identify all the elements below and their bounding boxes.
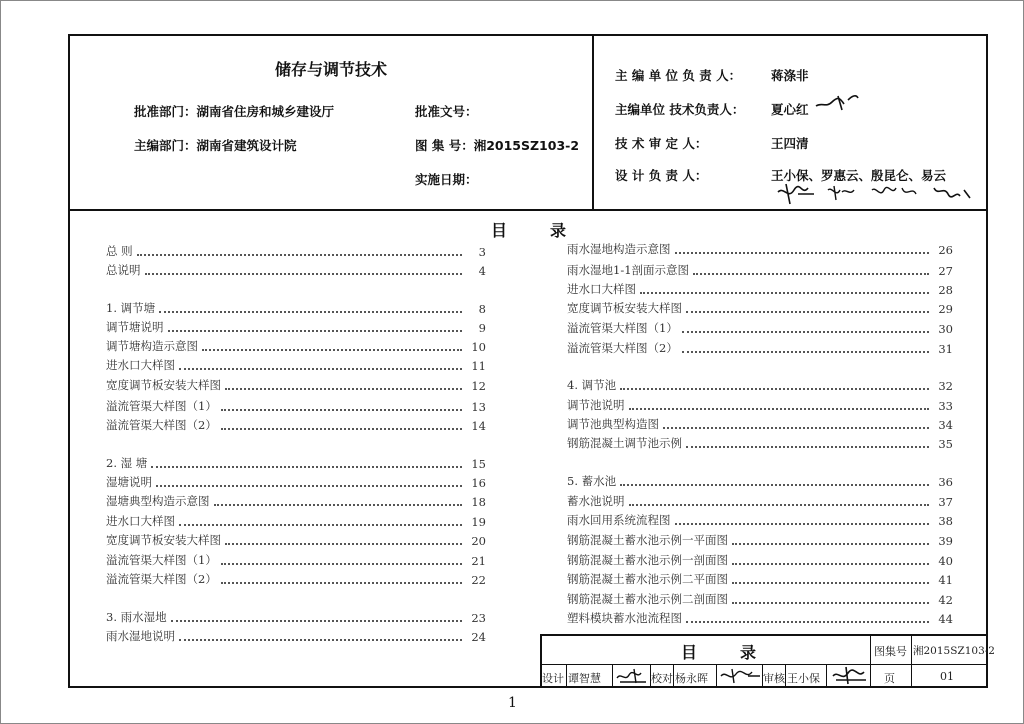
toc-entry <box>567 571 953 587</box>
toc-leader-dots <box>620 484 929 486</box>
approval-dept: 批准部门：湖南省住房和城乡建设厅 <box>134 104 335 119</box>
toc-entry <box>106 455 486 471</box>
tb-page-value: 01 <box>940 670 954 683</box>
toc-entry <box>567 281 953 297</box>
toc-entry-page: 31 <box>938 342 953 356</box>
toc-entry-page: 15 <box>471 457 486 471</box>
header-bottom-line <box>68 209 988 211</box>
toc-entry-label: 蓄水池说明 <box>567 494 625 508</box>
toc-leader-dots <box>179 368 462 370</box>
toc-entry-label: 1. 调节塘 <box>106 301 156 315</box>
toc-entry <box>106 493 486 509</box>
toc-entry <box>567 300 953 316</box>
toc-entry <box>567 610 953 626</box>
toc-entry-label: 进水口大样图 <box>106 514 175 528</box>
toc-entry-page: 10 <box>471 340 486 354</box>
toc-entry-page: 39 <box>938 534 953 548</box>
toc-entry-page: 21 <box>471 554 486 568</box>
toc-leader-dots <box>732 563 929 565</box>
toc-entry-label: 5. 蓄水池 <box>567 474 617 488</box>
tb-atlas-value: 湘2015SZ103-2 <box>913 645 995 657</box>
toc-entry-page: 42 <box>938 593 953 607</box>
tb-name-left: 目 <box>681 643 698 662</box>
toc-entry <box>106 377 486 393</box>
title-block-vline <box>911 634 912 664</box>
toc-entry-page: 44 <box>938 612 953 626</box>
toc-entry-page: 16 <box>471 476 486 490</box>
toc-entry-label: 雨水湿地说明 <box>106 629 175 643</box>
document-title: 储存与调节技术 <box>275 60 388 79</box>
toc-leader-dots <box>137 254 462 256</box>
resp-tech-name: 夏心红 <box>771 102 809 117</box>
toc-entry-label: 湿塘典型构造示意图 <box>106 494 210 508</box>
review-name: 王四清 <box>771 136 809 151</box>
toc-entry-label: 调节池典型构造图 <box>567 417 659 431</box>
toc-leader-dots <box>693 273 929 275</box>
toc-entry-label: 3. 雨水湿地 <box>106 610 167 624</box>
toc-entry <box>106 398 486 414</box>
toc-entry-page: 33 <box>938 399 953 413</box>
toc-entry <box>567 493 953 509</box>
toc-entry-page: 12 <box>471 379 486 393</box>
toc-entry-page: 30 <box>938 322 953 336</box>
toc-entry-page: 35 <box>938 437 953 451</box>
toc-entry-label: 溢流管渠大样图（1） <box>106 399 217 413</box>
toc-entry-page: 28 <box>938 283 953 297</box>
toc-entry-page: 9 <box>478 321 486 335</box>
header-divider <box>592 34 594 210</box>
resp-tech-label: 主编单位 技术负责人： <box>615 102 745 117</box>
toc-leader-dots <box>179 524 462 526</box>
toc-leader-dots <box>151 466 462 468</box>
tb-check-name: 杨永晖 <box>675 672 708 685</box>
toc-leader-dots <box>168 330 463 332</box>
atlas-number: 图 集 号：湘2015SZ103-2 <box>415 138 580 153</box>
toc-entry-page: 29 <box>938 302 953 316</box>
tb-audit-name: 王小保 <box>787 672 820 685</box>
toc-entry <box>567 532 953 548</box>
toc-entry-page: 11 <box>471 359 486 373</box>
toc-entry-page: 14 <box>471 419 486 433</box>
toc-entry <box>567 241 953 257</box>
toc-entry <box>567 416 953 432</box>
toc-leader-dots <box>682 331 929 333</box>
toc-entry-label: 钢筋混凝土调节池示例 <box>567 436 682 450</box>
toc-leader-dots <box>221 409 462 411</box>
toc-entry-page: 27 <box>938 264 953 278</box>
title-block-vline <box>612 664 613 688</box>
signature-designers-icon <box>774 182 984 206</box>
toc-entry-label: 4. 调节池 <box>567 378 617 392</box>
toc-leader-dots <box>686 446 929 448</box>
toc-entry-label: 钢筋混凝土蓄水池示例二剖面图 <box>567 592 728 606</box>
page-number: 1 <box>508 695 517 711</box>
toc-entry <box>106 357 486 373</box>
toc-entry-page: 37 <box>938 495 953 509</box>
toc-entry <box>106 319 486 335</box>
tb-design-name: 谭智慧 <box>568 672 601 685</box>
toc-leader-dots <box>156 485 462 487</box>
toc-entry-label: 溢流管渠大样图（2） <box>567 341 678 355</box>
title-block-vline <box>566 664 567 688</box>
toc-entry <box>567 591 953 607</box>
toc-leader-dots <box>675 523 930 525</box>
toc-entry-page: 34 <box>938 418 953 432</box>
toc-entry-page: 36 <box>938 475 953 489</box>
toc-entry <box>106 300 486 316</box>
toc-entry-label: 进水口大样图 <box>106 358 175 372</box>
toc-entry-label: 溢流管渠大样图（2） <box>106 418 217 432</box>
toc-entry-label: 雨水湿地构造示意图 <box>567 242 671 256</box>
tb-check-label: 校对 <box>651 672 673 685</box>
review-label: 技 术 审 定 人： <box>615 136 708 151</box>
toc-entry-page: 40 <box>938 554 953 568</box>
toc-entry <box>106 338 486 354</box>
tb-audit-label: 审核 <box>763 672 785 685</box>
title-block-vline <box>673 664 674 688</box>
toc-leader-dots <box>640 292 929 294</box>
toc-entry-page: 3 <box>478 245 486 259</box>
toc-entry-label: 溢流管渠大样图（1） <box>567 321 678 335</box>
title-block-vline <box>716 664 717 688</box>
toc-entry-label: 调节池说明 <box>567 398 625 412</box>
toc-entry-page: 23 <box>471 611 486 625</box>
toc-entry-label: 调节塘说明 <box>106 320 164 334</box>
title-block-vline <box>911 664 912 688</box>
design-label: 设 计 负 责 人： <box>615 168 708 183</box>
toc-entry-label: 进水口大样图 <box>567 282 636 296</box>
design-names: 王小保、罗惠云、殷昆仑、易云 <box>771 168 947 183</box>
toc-leader-dots <box>682 351 929 353</box>
tb-page-label: 页 <box>884 672 895 685</box>
toc-entry-page: 20 <box>471 534 486 548</box>
toc-leader-dots <box>221 582 462 584</box>
toc-heading-left: 目 <box>491 221 508 240</box>
implementation-date: 实施日期： <box>415 172 478 187</box>
toc-entry-page: 8 <box>478 302 486 316</box>
toc-leader-dots <box>732 543 929 545</box>
toc-entry-label: 宽度调节板安装大样图 <box>567 301 682 315</box>
signature-design-icon <box>614 666 650 686</box>
toc-entry <box>106 417 486 433</box>
toc-leader-dots <box>225 543 462 545</box>
editing-dept: 主编部门：湖南省建筑设计院 <box>134 138 297 153</box>
toc-entry-page: 13 <box>471 400 486 414</box>
tb-name-right: 录 <box>740 643 757 662</box>
title-block-vline <box>785 664 786 688</box>
resp-unit-label: 主 编 单 位 负 责 人： <box>615 68 742 83</box>
toc-entry <box>106 628 486 644</box>
toc-entry-label: 2. 湿 塘 <box>106 456 148 470</box>
toc-entry-page: 32 <box>938 379 953 393</box>
toc-entry-label: 总说明 <box>106 263 141 277</box>
signature-audit-icon <box>830 664 872 686</box>
toc-leader-dots <box>620 388 929 390</box>
toc-entry-label: 湿塘说明 <box>106 475 152 489</box>
toc-leader-dots <box>179 639 462 641</box>
toc-entry-label: 调节塘构造示意图 <box>106 339 198 353</box>
toc-leader-dots <box>145 273 463 275</box>
resp-unit-name: 蒋涤非 <box>771 68 809 83</box>
toc-heading-right: 录 <box>550 221 567 240</box>
toc-entry <box>567 262 953 278</box>
toc-entry-label: 钢筋混凝土蓄水池示例二平面图 <box>567 572 728 586</box>
toc-entry <box>567 377 953 393</box>
toc-leader-dots <box>663 427 929 429</box>
toc-leader-dots <box>732 582 929 584</box>
toc-entry <box>106 609 486 625</box>
toc-entry-label: 钢筋混凝土蓄水池示例一平面图 <box>567 533 728 547</box>
toc-entry <box>106 513 486 529</box>
toc-entry-page: 26 <box>938 243 953 257</box>
toc-entry-page: 4 <box>478 264 486 278</box>
toc-entry-label: 溢流管渠大样图（2） <box>106 572 217 586</box>
toc-entry-label: 宽度调节板安装大样图 <box>106 533 221 547</box>
toc-leader-dots <box>214 504 463 506</box>
toc-entry <box>106 474 486 490</box>
toc-entry-page: 41 <box>938 573 953 587</box>
toc-leader-dots <box>221 428 462 430</box>
toc-entry <box>567 435 953 451</box>
toc-entry <box>567 397 953 413</box>
toc-entry-label: 雨水回用系统流程图 <box>567 513 671 527</box>
toc-leader-dots <box>732 602 929 604</box>
toc-entry-page: 19 <box>471 515 486 529</box>
toc-entry <box>106 532 486 548</box>
toc-leader-dots <box>225 388 462 390</box>
toc-entry <box>567 512 953 528</box>
toc-entry-label: 宽度调节板安装大样图 <box>106 378 221 392</box>
tb-design-label: 设计 <box>542 672 564 685</box>
toc-leader-dots <box>221 563 462 565</box>
tb-atlas-label: 图集号 <box>874 645 907 658</box>
toc-entry <box>106 262 486 278</box>
toc-entry-page: 38 <box>938 514 953 528</box>
title-block-hline <box>540 664 988 665</box>
toc-entry-page: 22 <box>471 573 486 587</box>
toc-entry-page: 18 <box>471 495 486 509</box>
toc-leader-dots <box>686 621 929 623</box>
toc-entry-label: 塑料模块蓄水池流程图 <box>567 611 682 625</box>
toc-entry <box>567 340 953 356</box>
toc-entry-label: 雨水湿地1-1剖面示意图 <box>567 263 690 277</box>
toc-leader-dots <box>159 311 462 313</box>
toc-leader-dots <box>686 311 929 313</box>
toc-entry <box>106 243 486 259</box>
signature-xia-icon <box>814 92 860 114</box>
toc-entry-label: 溢流管渠大样图（1） <box>106 553 217 567</box>
toc-entry-page: 24 <box>471 630 486 644</box>
toc-leader-dots <box>675 252 930 254</box>
title-block-vline <box>826 664 827 688</box>
toc-entry <box>567 320 953 336</box>
toc-entry-label: 总 则 <box>106 244 133 258</box>
approval-doc: 批准文号： <box>415 104 478 119</box>
toc-leader-dots <box>629 408 930 410</box>
signature-check-icon <box>718 666 762 686</box>
toc-leader-dots <box>629 504 930 506</box>
toc-leader-dots <box>171 620 462 622</box>
toc-entry <box>567 473 953 489</box>
toc-entry <box>106 571 486 587</box>
toc-entry-label: 钢筋混凝土蓄水池示例一剖面图 <box>567 553 728 567</box>
toc-entry <box>567 552 953 568</box>
toc-leader-dots <box>202 349 462 351</box>
toc-entry <box>106 552 486 568</box>
